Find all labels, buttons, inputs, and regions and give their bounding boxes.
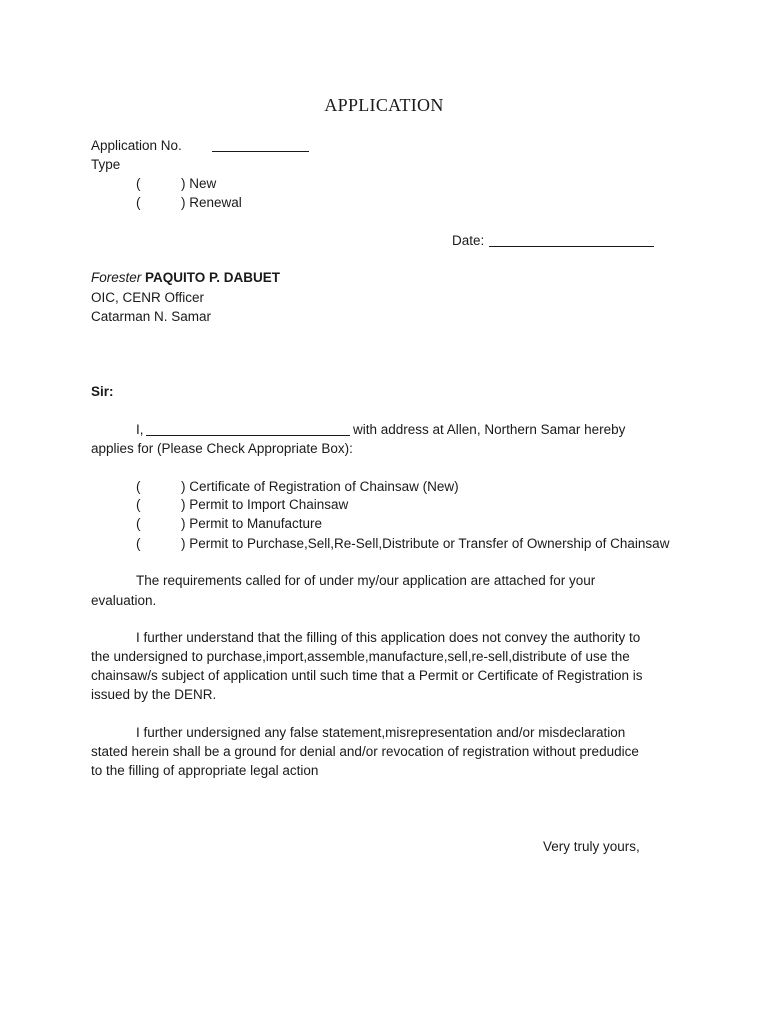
paragraph-2-line-3: chainsaw/s subject of application until such time that a Permit or Certificate of Registration is — [91, 668, 643, 683]
paragraph-2-line-2: the undersigned to purchase,import,assemble,manufacture,sell,re-sell,distribute of use the — [91, 649, 630, 664]
date-blank[interactable] — [489, 233, 654, 247]
option-4-label: ) Permit to Purchase,Sell,Re-Sell,Distribute or Transfer of Ownership of Chainsaw — [181, 536, 670, 551]
option-3-paren[interactable]: ( — [136, 516, 141, 531]
date-label: Date: — [452, 233, 485, 248]
type-renewal-label: ) Renewal — [181, 195, 242, 210]
salutation: Sir: — [91, 384, 114, 399]
paragraph-3-line-2: stated herein shall be a ground for denial and/or revocation of registration without predudice — [91, 744, 639, 759]
addressee-name-line — [91, 269, 280, 286]
type-renewal-paren[interactable]: ( — [136, 195, 141, 210]
application-no-blank[interactable] — [212, 138, 309, 152]
intro-line-2: applies for (Please Check Appropriate Box): — [91, 441, 353, 456]
closing-phrase: Very truly yours, — [543, 839, 640, 854]
applicant-name-blank[interactable] — [146, 422, 350, 436]
paragraph-3-line-3: to the filling of appropriate legal action — [91, 763, 319, 778]
option-2-label: ) Permit to Import Chainsaw — [181, 497, 349, 512]
addressee-title-prefix: Forester — [91, 270, 142, 285]
option-4-paren[interactable]: ( — [136, 536, 141, 551]
type-new-label: ) New — [181, 176, 217, 191]
type-label: Type — [91, 157, 121, 172]
paragraph-2-line-1: I further understand that the filling of this application does not convey the authority to — [136, 630, 641, 645]
addressee-name: PAQUITO P. DABUET — [145, 270, 281, 285]
option-3-label: ) Permit to Manufacture — [181, 516, 323, 531]
intro-address-text: with address at Allen, Northern Samar hereby — [353, 422, 626, 437]
option-1-paren[interactable]: ( — [136, 479, 141, 494]
addressee-location: Catarman N. Samar — [91, 309, 212, 324]
paragraph-2-line-4: issued by the DENR. — [91, 687, 217, 702]
option-1-label: ) Certificate of Registration of Chainsaw (New) — [181, 479, 459, 494]
paragraph-3-line-1: I further undersigned any false statement,misrepresentation and/or misdeclaration — [136, 725, 626, 740]
paragraph-1-line-2: evaluation. — [91, 593, 157, 608]
option-2-paren[interactable]: ( — [136, 497, 141, 512]
application-no-label: Application No. — [91, 138, 182, 153]
type-new-paren[interactable]: ( — [136, 176, 141, 191]
intro-pronoun: I, — [136, 422, 144, 437]
addressee-position: OIC, CENR Officer — [91, 290, 205, 305]
paragraph-1-line-1: The requirements called for of under my/our application are attached for your — [136, 573, 596, 588]
document-title: APPLICATION — [324, 95, 444, 115]
